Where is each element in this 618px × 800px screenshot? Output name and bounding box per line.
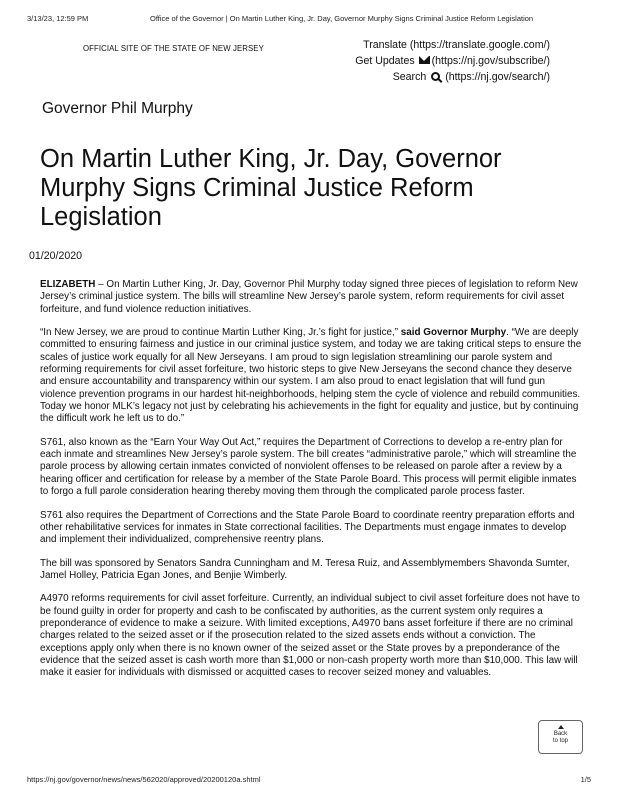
get-updates-link[interactable] bbox=[355, 53, 550, 69]
search-link[interactable] bbox=[355, 69, 550, 85]
envelope-icon bbox=[419, 56, 430, 64]
article-date: 01/20/2020 bbox=[29, 250, 83, 262]
article-body bbox=[40, 279, 583, 691]
article-paragraph-5: The bill was sponsored by Senators Sandra Cunningham and M. Teresa Ruiz, and Assemblymembers Shavonda Sumter, Jamel Holley, Patricia Egan Jones, and Benjie Wimberly. bbox=[40, 557, 570, 581]
dateline: ELIZABETH bbox=[40, 279, 96, 290]
get-updates-url: (https://nj.gov/subscribe/) bbox=[431, 55, 550, 67]
article-paragraph-1: ELIZABETH – On Martin Luther King, Jr. Day, Governor Phil Murphy today signed three pieces of legislation to reform New Jersey’s criminal justice system. The bills will streamline New Jersey’s parole system, reform requirements for civil asset forfeiture, and fund violence reduction initiatives. bbox=[40, 279, 578, 315]
article-headline: On Martin Luther King, Jr. Day, Governor Murphy Signs Criminal Justice Reform Legislation bbox=[40, 145, 502, 231]
search-label: Search bbox=[392, 71, 427, 83]
print-header bbox=[0, 14, 618, 26]
back-to-top-line1: Back bbox=[553, 731, 568, 737]
arrow-up-icon bbox=[558, 725, 564, 729]
print-page-title: Office of the Governor | On Martin Luther King, Jr. Day, Governor Murphy Signs Criminal Justice Reform Legislation bbox=[150, 14, 534, 23]
print-timestamp: 3/13/23, 12:59 PM bbox=[27, 14, 89, 23]
print-url: https://nj.gov/governor/news/news/562020/approved/20200120a.shtml bbox=[27, 775, 261, 784]
get-updates-label: Get Updates bbox=[355, 55, 415, 67]
back-to-top-line2: to top bbox=[552, 738, 568, 744]
top-links bbox=[355, 37, 550, 85]
article-paragraph-4: S761 also requires the Department of Corrections and the State Parole Board to coordinate reentry preparation efforts and other rehabilitative services for inmates in State correctional facilities. The Departments must engage inmates to develop and implement their individualized, comprehensive reentry plans. bbox=[40, 509, 575, 546]
article-paragraph-6: A4970 reforms requirements for civil asset forfeiture. Currently, an individual subject to civil asset forfeiture does not have to be found guilty in order for property and cash to be confiscated by authorities, as the current system only requires a preponderance of evidence to make a seizure. With limited exceptions, A4970 bans asset forfeiture if there are no criminal charges related to the seized asset or if the prosecution related to the sized assets ends without a conviction. The exceptions apply only when there is no known owner of the seized asset or the State proves by a preponderance of the evidence that the seized asset is cash worth more than $1,000 or non-cash property worth more than $10,000. This law will make it easier for individuals with dismissed or acquitted cases to recover seized money and valuables. bbox=[40, 593, 580, 679]
official-site-label: OFFICIAL SITE OF THE STATE OF NEW JERSEY bbox=[83, 44, 264, 53]
search-url: (https://nj.gov/search/) bbox=[445, 71, 550, 83]
article-paragraph-3: S761, also known as the “Earn Your Way Out Act,” requires the Department of Corrections to develop a re-entry plan for each inmate and streamlines New Jersey’s parole system. The bill creates “administrative parole,” which will streamline the parole process by allowing certain inmates convicted of nonviolent offenses to be released on parole after a review by a hearing officer and certification for release by a member of the State Parole Board. This process will permit eligible inmates to forgo a full parole consideration hearing thereby moving them through the complicated parole process faster. bbox=[40, 436, 577, 498]
back-to-top-button[interactable] bbox=[538, 720, 583, 754]
speaker-attribution: said Governor Murphy bbox=[400, 327, 507, 339]
search-icon bbox=[431, 72, 440, 81]
governor-name[interactable]: Governor Phil Murphy bbox=[42, 100, 193, 117]
translate-link[interactable]: Translate (https://translate.google.com/) bbox=[363, 39, 550, 51]
page-number: 1/5 bbox=[580, 775, 591, 784]
article-paragraph-2: “In New Jersey, we are proud to continue Martin Luther King, Jr.’s fight for justice,” said Governor Murphy. “We are deeply committed to ensuring fairness and justice in our criminal justice system, and today we are taking critical steps to ensure the scales of justice work equally for all New Jerseyans. I am proud to sign legislation streamlining our parole system and reforming requirements for civil asset forfeiture, two historic steps to give New Jerseyans the second chance they deserve and ensure accountability and transparency within our system. I am also proud to enact legislation that will fund gun violence prevention programs in our hardest hit-neighborhoods, helping stem the cycle of violence and rebuild communities. Today we honor MLK’s legacy not just by celebrating his achievements in the fight for equality and justice, but by continuing the difficult work he left us to do.” bbox=[40, 327, 582, 425]
